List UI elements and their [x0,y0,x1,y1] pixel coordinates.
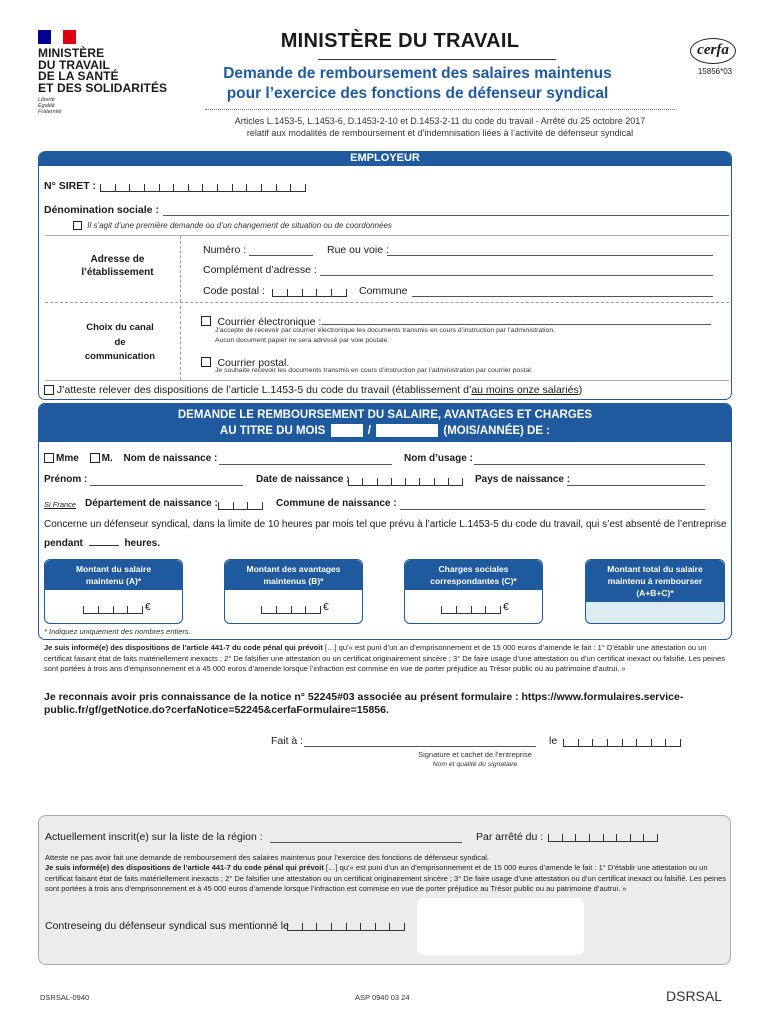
email-field[interactable] [322,324,711,325]
arrete-label: Par arrêté du : [476,831,544,843]
amount-a-title: Montant du salaire maintenu (A)* [45,560,182,590]
email-label: Courrier électronique : [217,316,322,328]
employeur-heading: EMPLOYEUR [39,151,731,166]
email-checkbox[interactable] [201,316,211,326]
contreseing-label: Contreseing du défenseur syndical sus mentionné le [45,920,289,932]
atteste-text: J’atteste relever des dispositions de l’article L.1453-5 du code du travail (établissement d’ [56,384,472,396]
m-checkbox[interactable] [90,453,100,463]
french-flag-icon [38,30,76,44]
siret-label: N° SIRET : [44,180,97,192]
defenseur-atteste: Atteste ne pas avoir fait une demande de remboursement des salaires maintenus pour l’exercice des fonctions de défenseur syndical. [45,853,490,862]
nom-usage-field[interactable] [474,464,705,465]
commune-naissance-label: Commune de naissance : [276,498,397,509]
atteste-row: J’atteste relever des dispositions de l’article L.1453-5 du code du travail (établissement d’au moins onze salariés) [44,384,582,396]
canal-divider [180,306,181,380]
first-request-row [73,221,392,230]
dotted-divider [205,109,675,110]
month-field[interactable] [331,424,363,437]
amount-b-field[interactable] [261,602,321,614]
fait-a-field[interactable] [304,746,536,747]
nom-naissance-label: Nom de naissance : [123,453,218,464]
amount-b-title: Montant des avantages maintenus (B)* [225,560,362,590]
flag-red [63,30,76,44]
flag-white [51,30,64,44]
complement-field[interactable] [320,275,713,276]
denomination-field[interactable] [163,215,729,216]
numero-field[interactable] [249,255,313,256]
postal-checkbox[interactable] [201,357,211,367]
demande-heading: DEMANDE LE REMBOURSEMENT DU SALAIRE, AVANTAGES ET CHARGES AU TITRE DU MOIS / (MOIS/ANNÉE) DE : [39,404,731,442]
prenom-field[interactable] [90,485,243,486]
penal-code-notice: Je suis informé(e) des dispositions de l’article 441-7 du code pénal qui prévoit […] qu’« est puni d’un an d’emprisonnement et de 15 000 euros d’amende le fait : 1° D’établir une attestation ou un certificat faisant état de faits matériellement inexacts ; 2° De falsifier une attestation ou un certificat originairement sincère ; 3° De faire usage d’une attestation ou d’un certificat inexact ou falsifié. Les peines sont portées à trois ans d’emprisonnement et à 45 000 euros d’amende lorsque l’infraction est commise en vue de porter préjudice au Trésor public ou au patrimoine d’autrui. » [44,643,725,673]
defenseur-penal-notice: Je suis informé(e) des dispositions de l’article 441-7 du code pénal qui prévoit […] qu’« est puni d’un an d’emprisonnement et de 15 000 euros d’amende le fait : 1° D’établir une attestation ou un certificat faisant état de faits matériellement inexacts ; 2° De falsifier une attestation ou un certificat originairement sincère ; 3° De faire usage d’une attestation ou d’un certificat inexact ou falsifié. Les peines sont portées à trois ans d’emprisonnement et à 45 000 euros d’amende lorsque l’infraction est commise en vue de porter préjudice au Trésor public ou au patrimoine d’autrui. » [45,863,726,893]
code-postal-field[interactable] [272,285,347,297]
integer-footnote: * Indiquez uniquement des nombres entiers. [44,627,191,636]
cerfa-logo: cerfa [690,38,736,64]
region-field[interactable] [270,842,462,843]
siret-field[interactable] [100,180,306,192]
rue-label: Rue ou voie : [327,244,389,256]
date-naissance-label: Date de naissance : [256,474,350,485]
heures-field[interactable] [89,545,119,546]
civility-row: Mme M. Nom de naissance : [44,453,217,464]
commune-label: Commune [359,285,408,297]
atteste-checkbox[interactable] [44,385,54,395]
email-note: J’accepte de recevoir par courrier électronique les documents transmis en cours d’instruction par l’administration. Aucun document papier ne sera adressé par voie postale. [215,327,556,344]
atteste-underlined: au moins onze salariés [471,384,579,396]
notice-acknowledgement: Je reconnais avoir pris connaissance de la notice n° 52245#03 associée au présent formulaire : https://www.formulaires.service-public.fr/gf/getNotice.do?cerfaNotice=52245&cerfaFormulaire=15856. [44,691,684,716]
nom-usage-label: Nom d’usage : [404,453,473,464]
footer-code-left: DSRSAL-0940 [40,993,90,1002]
complement-label: Complément d’adresse : [203,264,317,276]
inscrit-label: Actuellement inscrit(e) sur la liste de la région : [45,831,263,843]
contreseing-date-field[interactable] [287,919,405,931]
canal-bottom-rule [45,380,729,381]
flag-blue [38,30,51,44]
defenseur-signature-box[interactable] [417,898,584,955]
code-postal-label: Code postal : [203,285,265,297]
si-france-label: Si France [44,500,77,509]
amount-c-field[interactable] [441,602,501,614]
amount-b-box [224,559,363,624]
republic-motto: Liberté Égalité Fraternité [38,97,62,115]
amount-total-title: Montant total du salaire maintenu à rembourser (A+B+C)* [586,560,724,602]
departement-field[interactable] [218,498,263,510]
numero-label: Numéro : [203,244,247,256]
pays-naissance-field[interactable] [567,485,705,486]
euro-c: € [503,601,509,613]
canal-label: Choix du canal de communication [84,322,156,362]
ministry-logo [38,30,188,115]
fait-a-label: Fait à : [271,735,304,747]
address-divider [180,236,181,302]
nom-naissance-field[interactable] [219,464,392,465]
amount-a-field[interactable] [83,602,143,614]
amount-total-field[interactable] [586,590,724,623]
legal-references: Articles L.1453-5, L.1453-6, D.1453-2-10 et D.1453-2-11 du code du travail - Arrêté du 25 octobre 2017 relatif aux modalités de remboursement et d’indemnisation liées à l’activité de défenseur syndical [234,116,646,138]
cerfa-number: 15856*03 [697,67,733,76]
prenom-label: Prénom : [44,474,88,485]
commune-naissance-field[interactable] [400,509,705,510]
year-field[interactable] [376,424,438,437]
first-request-checkbox[interactable] [73,221,82,230]
address-label: Adresse de l’établissement [81,254,154,278]
concerne-text: Concerne un défenseur syndical, dans la limite de 10 heures par mois tel que prévu à l’article L.1453-5 du code du travail, qui s’est absenté de l’entreprise [44,519,727,530]
page-title: MINISTÈRE DU TRAVAIL [280,30,520,52]
postal-label: Courrier postal. [217,357,290,369]
euro-b: € [323,601,329,613]
form-subtitle: Demande de remboursement des salaires maintenus pour l’exercice des fonctions de défenseur syndical [223,65,612,102]
footer-code-right: DSRSAL [666,988,723,1004]
amount-a-box [44,559,183,624]
pendant-row: pendant heures. [44,538,161,549]
arrete-date-field[interactable] [548,830,658,842]
departement-label: Département de naissance : [85,498,218,509]
rue-field[interactable] [387,255,713,256]
le-label: le [549,735,558,747]
signature-label: Signature et cachet de l’entreprise Nom et qualité du signataire [418,750,532,768]
title-underline [318,59,556,60]
ministry-name: MINISTÈRE DU TRAVAIL DE LA SANTÉ ET DES SOLIDARITÉS [38,46,168,95]
pays-naissance-label: Pays de naissance : [475,474,571,485]
amount-c-title: Charges sociales correspondantes (C)* [405,560,542,590]
date-naissance-field[interactable] [348,474,463,486]
denomination-label: Dénomination sociale : [44,204,159,216]
commune-field[interactable] [412,296,713,297]
mme-checkbox[interactable] [44,453,54,463]
footer-code-center: ASP 0940 03 24 [355,993,410,1002]
amount-c-box [404,559,543,624]
postal-note: Je souhaite recevoir les documents transmis en cours d’instruction par l’administration par courrier postal. [215,367,533,374]
euro-a: € [145,601,151,613]
date-signature-field[interactable] [563,735,681,747]
first-request-text: Il s’agit d’une première demande ou d’un changement de situation ou de coordonnées [87,221,392,230]
